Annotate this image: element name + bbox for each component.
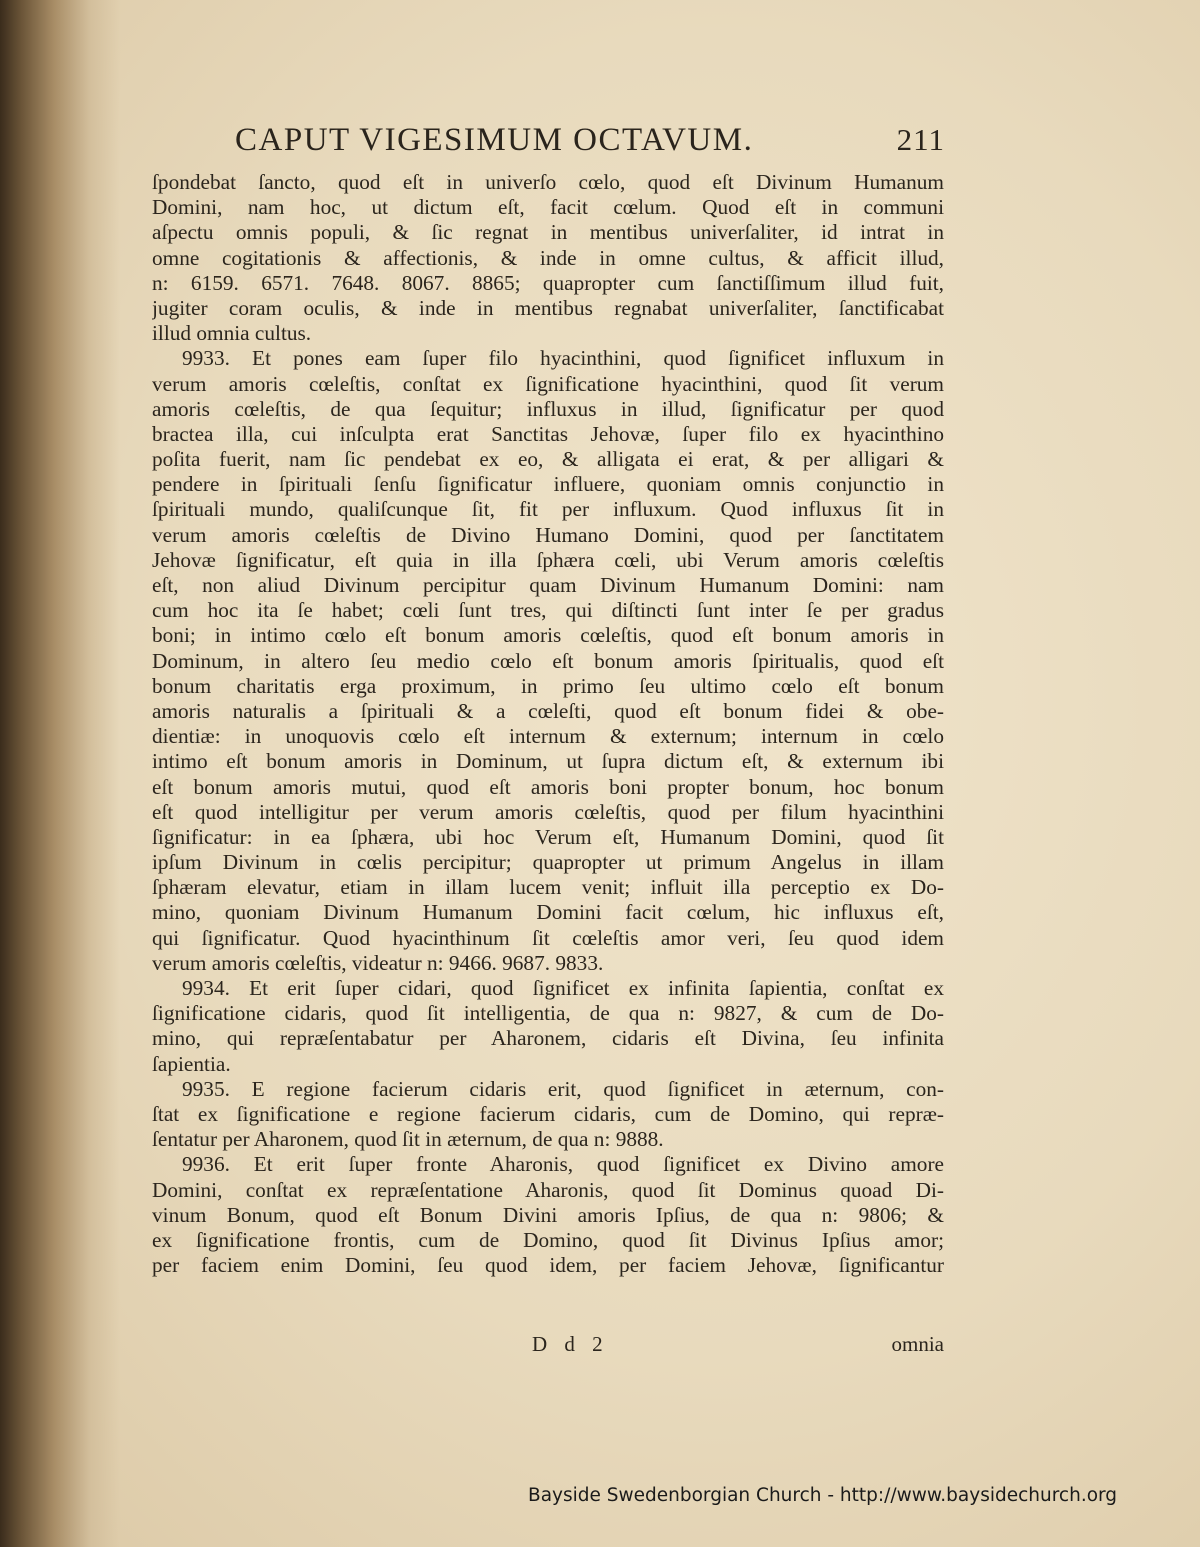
text-line: bractea illa, cui inſculpta erat Sanctitas Jehovæ, ſuper filo ex hyacinthino [152,421,944,446]
text-line: ipſum Divinum in cœlis percipitur; quapropter ut primum Angelus in illam [152,850,944,875]
text-line: Domini, nam hoc, ut dictum eſt, facit cœlum. Quod eſt in communi [152,195,944,220]
text-line: qui ſignificatur. Quod hyacinthinum ſit cœleſtis amor veri, ſeu quod idem [152,925,944,950]
text-line: pendere in ſpirituali ſenſu ſignificatur influere, quoniam omnis conjunctio in [152,472,944,497]
running-header [235,122,945,162]
text-line: amoris naturalis a ſpirituali & a cœleſti, quod eſt bonum fidei & obe- [152,698,944,723]
text-line: ſignificatur: in ea ſphæra, ubi hoc Verum eſt, Humanum Domini, quod ſit [152,824,944,849]
paragraph-9934-start: 9934. Et erit ſuper cidari, quod ſignificet ex infinita ſapientia, conſtat ex [182,976,944,1000]
text-line: omne cogitationis & affectionis, & inde in omne cultus, & afficit illud, [152,245,944,270]
text-line: ſtat ex ſignificatione e regione facierum cidaris, cum de Domino, qui repræ- [152,1101,944,1126]
text-line: poſita fuerit, nam ſic pendebat ex eo, & alligata ei erat, & per alligari & [152,447,944,472]
text-line: ſphæram elevatur, etiam in illam lucem venit; influit illa perceptio ex Do- [152,875,944,900]
paragraph-9935-start: 9935. E regione facierum cidaris erit, quod ſignificet in æternum, con- [182,1076,944,1101]
signature-mark: D d 2 [532,1332,609,1356]
text-line: eſt bonum amoris mutui, quod eſt amoris boni propter bonum, hoc bonum [152,774,944,799]
text-line: dientiæ: in unoquovis cœlo eſt internum & externum; internum in cœlo [152,724,944,749]
text-line: intimo eſt bonum amoris in Dominum, ut ſupra dictum eſt, & externum ibi [152,749,944,774]
text-line: ex ſignificatione frontis, cum de Domino, quod ſit Divinus Ipſius amor; [152,1227,944,1252]
text-line: vinum Bonum, quod eſt Bonum Divini amoris Ipſius, de qua n: 9806; & [152,1202,944,1227]
text-line: ſpirituali mundo, qualiſcunque ſit, fit per influxum. Quod influxus ſit in [152,497,944,522]
text-line: mino, qui repræſentabatur per Aharonem, cidaris eſt Divina, ſeu infinita [152,1026,944,1051]
text-line: aſpectu omnis populi, & ſic regnat in mentibus univerſaliter, id intrat in [152,220,944,245]
paragraph-9936-start: 9936. Et erit ſuper fronte Aharonis, quod ſignificet ex Divino amore [182,1152,944,1177]
text-line: Jehovæ ſignificatur, eſt quia in illa ſphæra cœli, ubi Verum amoris cœleſtis [152,547,944,572]
text-line: mino, quoniam Divinum Humanum Domini facit cœlum, hic influxus eſt, [152,900,944,925]
text-line: verum amoris cœleſtis, conſtat ex ſignificatione hyacinthini, quod ſit verum [152,371,944,396]
text-line: verum amoris cœleſtis de Divino Humano Domini, quod per ſanctitatem [152,522,944,547]
text-line: illud omnia cultus. [152,321,312,346]
text-line: Dominum, in altero ſeu medio cœlo eſt bonum amoris ſpiritualis, quod eſt [152,648,944,673]
text-line: n: 6159. 6571. 7648. 8067. 8865; quapropter cum ſanctiſſimum illud fuit, [152,270,944,295]
watermark-text: Bayside Swedenborgian Church - http://www.baysidechurch.org [528,1485,1118,1506]
text-line: eſt, non aliud Divinum percipitur quam Divinum Humanum Domini: nam [152,573,944,597]
catchword: omnia [891,1332,944,1356]
text-line: Domini, conſtat ex repræſentatione Aharonis, quod ſit Dominus quoad Di- [152,1177,944,1202]
text-line: eſt quod intelligitur per verum amoris cœleſtis, quod per filum hyacinthini [152,799,944,824]
chapter-title: CAPUT VIGESIMUM OCTAVUM. [235,122,754,158]
text-line: ſignificatione cidaris, quod ſit intelligentia, de qua n: 9827, & cum de Do- [152,1001,944,1026]
text-line: cum hoc ita ſe habet; cœli ſunt tres, qui diſtincti ſunt inter ſe per gradus [152,598,944,623]
text-line: jugiter coram oculis, & inde in mentibus regnabat univerſaliter, ſanctificabat [152,295,944,320]
text-line: ſentatur per Aharonem, quod ſit in æternum, de qua n: 9888. [152,1127,664,1152]
text-line: bonum charitatis erga proximum, in primo ſeu ultimo cœlo eſt bonum [152,673,944,698]
text-line: boni; in intimo cœlo eſt bonum amoris cœleſtis, quod eſt bonum amoris in [152,623,944,648]
book-gutter-shadow [0,0,120,1547]
text-line: amoris cœleſtis, de qua ſequitur; influxus in illud, ſignificatur per quod [152,396,944,421]
body-text [152,170,944,1278]
text-line: ſpondebat ſancto, quod eſt in univerſo cœlo, quod eſt Divinum Humanum [152,170,944,194]
page-footer [152,1332,944,1358]
text-line: ſapientia. [152,1051,231,1076]
text-line: verum amoris cœleſtis, videatur n: 9466. 9687. 9833. [152,950,604,975]
paragraph-9933-start: 9933. Et pones eam ſuper filo hyacinthini, quod ſignificet influxum in [182,346,944,371]
page-number: 211 [896,122,945,157]
text-line: per faciem enim Domini, ſeu quod idem, per faciem Jehovæ, ſignificantur [152,1253,944,1278]
